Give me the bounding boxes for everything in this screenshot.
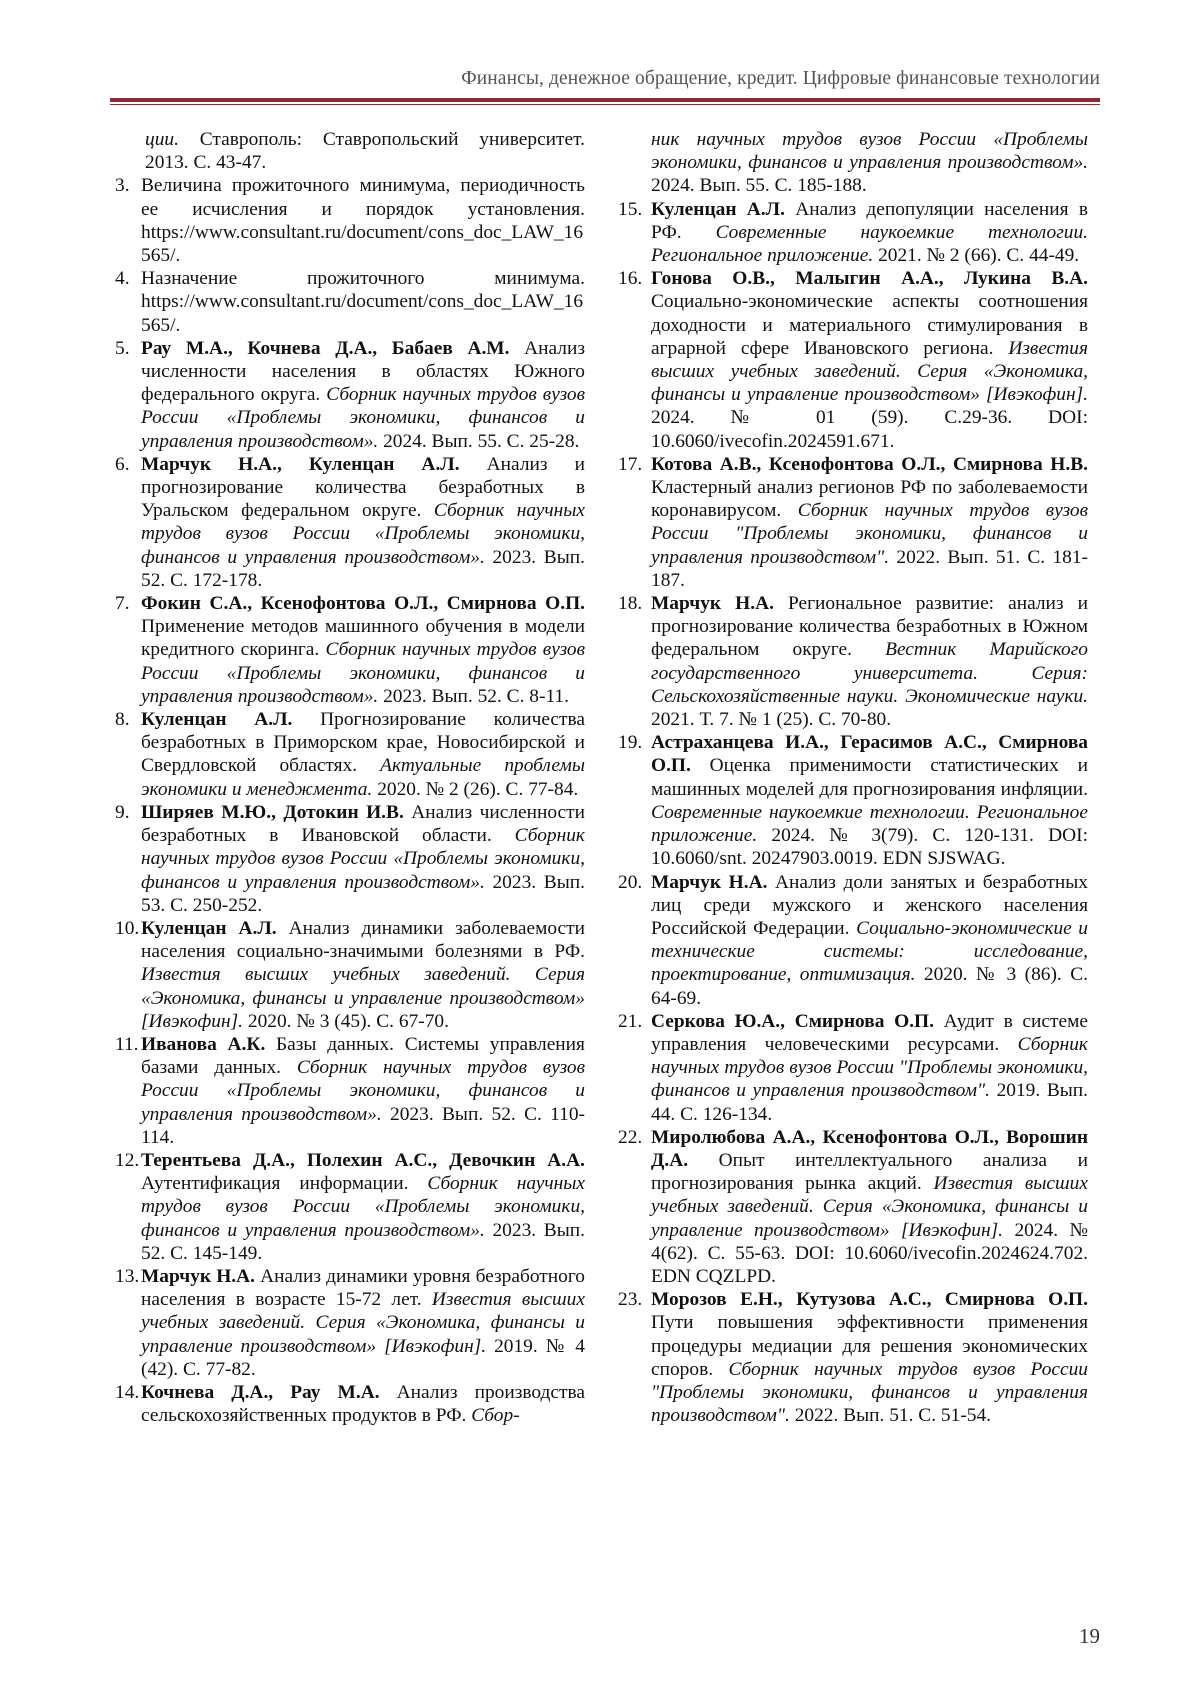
reference-title: Социально-экономические аспекты соотношения доходности и материального стимулирования в аграрной сфере Ивановского региона. (651, 291, 1088, 359)
running-header: Финансы, денежное обращение, кредит. Цифровые финансовые технологии (461, 68, 1100, 89)
reference-number: 3. (115, 175, 130, 197)
reference-text (651, 267, 1088, 453)
reference-details: 2020. № 2 (26). С. 77-84. (372, 778, 579, 800)
header-rule-thick (110, 98, 1100, 102)
reference-authors: Марчук Н.А. (651, 871, 768, 893)
reference-details: 2023. Вып. 53. С. 250-252. (141, 871, 585, 916)
reference-source: Известия высших учебных заведений. Серия «Экономика, финансы и управление производством» [Ивэкофин]. (651, 1173, 1088, 1241)
reference-item (115, 801, 585, 917)
reference-source: Сборник научных трудов вузов России "Проблемы экономики, финансов и управления производством". (651, 1358, 1088, 1427)
reference-title: Анализ производства сельскохозяйственных продуктов в РФ. (141, 1381, 585, 1427)
reference-text (141, 801, 585, 917)
reference-item (618, 1010, 1088, 1126)
reference-text (141, 267, 585, 337)
reference-title: Анализ динамики уровня безработного населения в возрасте 15-72 лет. (141, 1265, 586, 1311)
reference-authors: Марчук Н.А. (141, 1265, 256, 1287)
reference-item (115, 708, 585, 801)
reference-number: 21. (618, 1010, 643, 1032)
reference-item (618, 1126, 1088, 1288)
reference-title: Анализ численности населения в областях Южного федерального округа. (141, 337, 585, 406)
reference-column-right (618, 128, 1088, 1427)
reference-item (618, 731, 1088, 870)
reference-number: 6. (115, 453, 130, 475)
reference-number: 17. (618, 453, 643, 475)
reference-item (115, 917, 585, 1033)
reference-details: 2021. Т. 7. № 1 (25). С. 70-80. (651, 709, 892, 731)
reference-authors: Морозов Е.Н., Кутузова А.С., Смирнова О.П. (651, 1289, 1088, 1311)
reference-source: Сбор- (471, 1405, 520, 1427)
reference-source: Социально-экономические и технические системы: исследование, проектирование, оптимизация. (651, 917, 1088, 986)
reference-text (141, 1265, 585, 1381)
reference-text (141, 453, 585, 592)
reference-text (141, 1381, 585, 1427)
reference-title: Оценка применимости статистических и машинных моделей для прогнозирования инфляции. (651, 755, 1088, 800)
reference-item (115, 1149, 585, 1265)
reference-number: 14. (115, 1381, 140, 1403)
reference-authors: Серкова Ю.А., Смирнова О.П. (651, 1010, 934, 1032)
reference-authors: Марчук Н.А., Куленцан А.Л. (141, 453, 460, 475)
reference-item (115, 174, 585, 267)
reference-item (618, 267, 1088, 453)
reference-source: ции. (145, 129, 179, 150)
reference-title: Анализ численности безработных в Ивановской области. (141, 801, 586, 847)
reference-text (141, 174, 585, 267)
reference-title: Применение методов машинного обучения в модели кредитного скоринга. (141, 616, 585, 661)
reference-item (115, 592, 585, 708)
reference-text (651, 871, 1088, 1010)
reference-number: 11. (115, 1033, 139, 1055)
reference-authors: Миролюбова А.А., Ксенофонтова О.Л., Ворошин Д.А. (651, 1126, 1088, 1171)
reference-details: 2024. № 01 (59). С.29-36. DOI: 10.6060/ivecofin.2024591.671. (651, 407, 1088, 452)
reference-title: Кластерный анализ регионов РФ по заболеваемости коронавирусом. (651, 477, 1088, 522)
reference-source: Вестник Марийского государственного университета. Серия: Сельскохозяйственные науки. Экономические науки. (651, 639, 1089, 707)
reference-text (651, 198, 1088, 268)
reference-title: Региональное развитие: анализ и прогнозирование количества безработных в Южном федеральном округе. (651, 593, 1088, 661)
reference-details: 2019. № 4 (42). С. 77-82. (141, 1335, 585, 1380)
reference-details: Ставрополь: Ставропольский университет. 2013. С. 43-47. (145, 129, 585, 174)
reference-source: ник научных трудов вузов России «Проблемы экономики, финансов и управления производством». (651, 129, 1088, 174)
reference-item (115, 1381, 585, 1427)
reference-item (618, 1288, 1088, 1427)
reference-number: 18. (618, 593, 643, 615)
reference-text (141, 1033, 585, 1149)
reference-source: Сборник научных трудов вузов России «Проблемы экономики, финансов и управления производством». (141, 1057, 585, 1125)
reference-title: Анализ и прогнозирование количества безработных в Уральском федеральном округе. (141, 453, 585, 522)
reference-source: Актуальные проблемы экономики и менеджмента. (141, 755, 585, 800)
reference-number: 15. (618, 198, 643, 220)
reference-title: Анализ динамики заболеваемости населения социально-значимыми болезнями в РФ. (141, 917, 585, 963)
reference-source: Сборник научных трудов вузов России "Проблемы экономики, финансов и управления производством". (651, 1033, 1088, 1102)
reference-title: Величина прожиточного минимума, периодичность ее исчисления и порядок установления. https://www.consultant.ru/document/cons_doc_LAW_16565/. (141, 175, 585, 267)
reference-number: 12. (115, 1149, 140, 1171)
reference-details: 2023. Вып. 52. С. 145-149. (141, 1219, 585, 1264)
reference-number: 10. (115, 917, 140, 939)
reference-source: Сборник научных трудов вузов России «Проблемы экономики, финансов и управления производством». (141, 1173, 585, 1241)
reference-text (141, 592, 585, 708)
reference-title: Прогнозирование количества безработных в Приморском крае, Новосибирской и Свердловской областях. (141, 709, 585, 777)
reference-number: 22. (618, 1126, 643, 1148)
reference-text (141, 708, 585, 801)
reference-number: 20. (618, 871, 643, 893)
reference-details: 2019. Вып. 44. С. 126-134. (651, 1080, 1089, 1125)
reference-details: 2021. № 2 (66). С. 44-49. (873, 245, 1080, 267)
reference-number: 13. (115, 1265, 140, 1287)
reference-details: 2024. Вып. 55. С. 185-188. (651, 175, 867, 197)
reference-number: 4. (115, 268, 130, 290)
reference-text (651, 731, 1088, 870)
reference-details: 2024. № 3(79). С. 120-131. DOI: 10.6060/snt. 20247903.0019. EDN SJSWAG. (651, 825, 1088, 870)
reference-title: Базы данных. Системы управления базами данных. (141, 1033, 585, 1079)
reference-authors: Рау М.А., Кочнева Д.А., Бабаев А.М. (141, 337, 510, 359)
reference-title: Анализ депопуляции населения в РФ. (651, 198, 1089, 243)
reference-details: 2020. № 3 (86). С. 64-69. (651, 964, 1089, 1009)
reference-column-left (115, 128, 585, 1427)
reference-title: Назначение прожиточного минимума. https://www.consultant.ru/document/cons_doc_LAW_16565/. (141, 268, 585, 336)
reference-authors: Куленцан А.Л. (651, 198, 785, 220)
reference-authors: Астраханцева И.А., Герасимов А.С., Смирнова О.П. (651, 732, 1088, 777)
reference-number: 16. (618, 268, 643, 290)
reference-item (618, 592, 1088, 731)
reference-details: 2024. Вып. 55. С. 25-28. (378, 430, 580, 452)
reference-details: 2022. Вып. 51. С. 181-187. (651, 546, 1088, 591)
reference-number: 23. (618, 1289, 643, 1311)
header-rule-thin (110, 104, 1100, 105)
reference-source: Известия высших учебных заведений. Серия «Экономика, финансы и управление производством» [Ивэкофин]. (141, 1289, 585, 1357)
reference-item (115, 453, 585, 592)
reference-details: 2023. Вып. 52. С. 110-114. (141, 1103, 585, 1148)
reference-text (141, 1149, 585, 1265)
reference-source: Современные наукоемкие технологии. Региональное приложение. (651, 221, 1088, 267)
reference-number: 19. (618, 732, 643, 754)
reference-authors: Куленцан А.Л. (141, 709, 293, 731)
reference-details: 2023. Вып. 52. С. 172-178. (141, 546, 585, 591)
reference-item (618, 198, 1088, 268)
reference-authors: Ширяев М.Ю., Дотокин И.В. (141, 801, 404, 823)
reference-details: 2023. Вып. 52. С. 8-11. (378, 685, 569, 707)
reference-details: 2024. № 4(62). С. 55-63. DOI: 10.6060/ivecofin.2024624.702. EDN CQZLPD. (651, 1219, 1089, 1287)
reference-item (115, 337, 585, 453)
reference-authors: Кочнева Д.А., Рау М.А. (141, 1381, 380, 1403)
reference-source: Сборник научных трудов вузов России «Проблемы экономики, финансов и управления производством». (141, 384, 585, 452)
reference-title: Анализ доли занятых и безработных лиц среди мужского и женского населения Российской Федерации. (651, 871, 1088, 939)
reference-authors: Гонова О.В., Малыгин А.А., Лукина В.А. (651, 268, 1088, 290)
reference-text (651, 1288, 1088, 1427)
reference-number: 8. (115, 709, 130, 731)
reference-item (115, 1033, 585, 1149)
reference-source: Сборник научных трудов вузов России "Проблемы экономики, финансов и управления производством". (651, 500, 1089, 568)
reference-authors: Марчук Н.А. (651, 593, 774, 615)
reference-text (651, 453, 1088, 592)
reference-title: Опыт интеллектуального анализа и прогнозирования рынка акций. (651, 1149, 1088, 1195)
reference-details: 2022. Вып. 51. С. 51-54. (789, 1405, 992, 1427)
reference-source: Современные наукоемкие технологии. Региональное приложение. (651, 801, 1088, 847)
reference-source: Известия высших учебных заведений. Серия «Экономика, финансы и управление производством» [Ивэкофин]. (651, 337, 1088, 406)
reference-authors: Куленцан А.Л. (141, 917, 277, 939)
reference-item (618, 453, 1088, 592)
reference-details: 2020. № 3 (45). С. 67-70. (243, 1010, 449, 1032)
page-number: 19 (1079, 1624, 1100, 1648)
reference-source: Известия высших учебных заведений. Серия «Экономика, финансы и управление производством» [Ивэкофин]. (141, 964, 585, 1032)
reference-item (618, 871, 1088, 1010)
reference-text (651, 592, 1088, 731)
reference-source: Сборник научных трудов вузов России «Проблемы экономики, финансов и управления производством». (141, 825, 585, 893)
reference-source: Сборник научных трудов вузов России «Проблемы экономики, финансов и управления производством». (141, 639, 585, 707)
reference-authors: Фокин С.А., Ксенофонтова О.Л., Смирнова О.П. (141, 593, 585, 615)
reference-number: 9. (115, 801, 130, 823)
reference-title: Аутентификация информации. (141, 1173, 428, 1195)
reference-continuation (618, 128, 1088, 198)
reference-number: 7. (115, 593, 130, 615)
reference-number: 5. (115, 337, 130, 359)
reference-authors: Терентьева Д.А., Полехин А.С., Девочкин А.А. (141, 1149, 585, 1171)
reference-text (651, 1010, 1088, 1126)
reference-authors: Иванова А.К. (141, 1033, 266, 1055)
reference-item (115, 1265, 585, 1381)
reference-text (141, 917, 585, 1033)
reference-continuation (115, 128, 585, 174)
reference-title: Пути повышения эффективности применения процедуры медиации для решения экономических споров. (651, 1312, 1088, 1380)
reference-title: Аудит в системе управления человеческими ресурсами. (651, 1010, 1088, 1055)
reference-source: Сборник научных трудов вузов России «Проблемы экономики, финансов и управления производством». (141, 500, 585, 568)
reference-authors: Котова А.В., Ксенофонтова О.Л., Смирнова Н.В. (651, 453, 1088, 475)
reference-text (651, 1126, 1088, 1288)
reference-text (141, 337, 585, 453)
reference-item (115, 267, 585, 337)
